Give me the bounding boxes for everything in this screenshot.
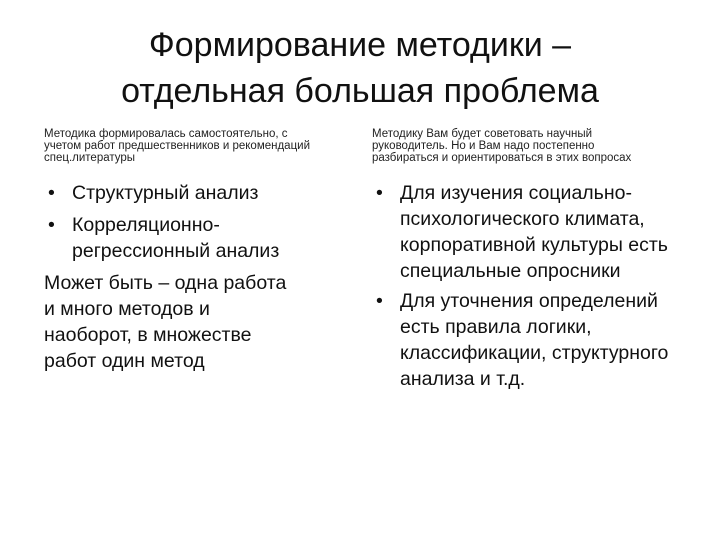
right-bullet-list [372, 180, 692, 392]
left-note-line: спец.литературы [44, 152, 136, 164]
bullet-icon: • [376, 290, 383, 312]
left-note-line: Методика формировалась самостоятельно, с [44, 128, 288, 140]
title-line-2: отдельная большая проблема [121, 72, 599, 110]
left-bullet-list [44, 180, 356, 264]
right-bullet-text: Для уточнения определений есть правила логики, классификации, структурного анализа и т.д. [400, 290, 669, 390]
right-bullet-text: Для изучения социально-психологического климата, корпоративной культуры есть специальные опросники [400, 182, 668, 282]
right-note-line: руководитель. Но и Вам надо постепенно [372, 140, 595, 152]
bullet-icon: • [48, 214, 55, 236]
left-bullet-text: Структурный анализ [72, 182, 259, 204]
left-text-line: и много методов и [44, 298, 210, 320]
right-column [372, 128, 692, 396]
left-note [44, 128, 356, 170]
left-text-line: наоборот, в множестве [44, 324, 252, 346]
bullet-icon: • [376, 182, 383, 204]
right-note-line: разбираться и ориентироваться в этих вопросах [372, 152, 632, 164]
left-bullet-text: Корреляционно-регрессионный анализ [72, 214, 280, 262]
bullet-icon: • [48, 182, 55, 204]
left-column [44, 128, 356, 374]
slide-title [36, 22, 684, 114]
left-bullet-item [44, 212, 356, 264]
left-text-line: работ один метод [44, 350, 205, 372]
left-text-line: Может быть – одна работа [44, 272, 287, 294]
right-note-line: Методику Вам будет советовать научный [372, 128, 593, 140]
right-bullet-item [372, 180, 692, 284]
title-line-1: Формирование методики – [148, 26, 572, 64]
left-bullet-item [44, 180, 356, 206]
left-plain-text [44, 270, 356, 374]
right-bullet-item [372, 288, 692, 392]
left-note-line: учетом работ предшественников и рекомендаций [44, 140, 311, 152]
right-note [372, 128, 692, 170]
